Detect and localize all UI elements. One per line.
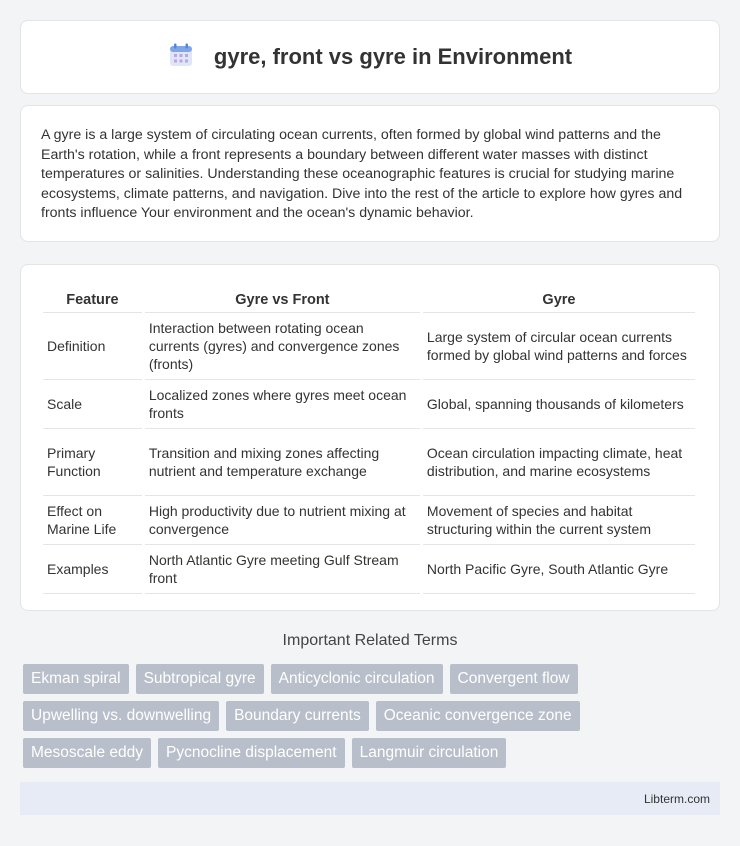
table-row	[43, 545, 695, 594]
table-cell-feature: Examples	[43, 545, 142, 594]
tag-oceanic-convergence-zone[interactable]: Oceanic convergence zone	[376, 701, 580, 731]
column-header-gyre: Gyre	[423, 283, 695, 313]
page-title: gyre, front vs gyre in Environment	[213, 44, 573, 69]
column-header-feature: Feature	[43, 283, 142, 313]
tag-upwelling-vs-downwelling[interactable]: Upwelling vs. downwelling	[23, 701, 219, 731]
tag-subtropical-gyre[interactable]: Subtropical gyre	[136, 664, 264, 694]
table-cell: Transition and mixing zones affecting nutrient and temperature exchange	[145, 429, 420, 496]
header-card	[20, 20, 720, 94]
tag-pycnocline-displacement[interactable]: Pycnocline displacement	[158, 738, 345, 768]
table-cell: Global, spanning thousands of kilometers	[423, 380, 695, 429]
tag-langmuir-circulation[interactable]: Langmuir circulation	[352, 738, 507, 768]
header-inner	[168, 42, 572, 73]
table-cell-feature: Effect on Marine Life	[43, 496, 142, 545]
tag-row	[23, 664, 723, 694]
tag-row	[23, 738, 723, 768]
calendar-icon	[168, 42, 194, 73]
table-row	[43, 496, 695, 545]
comparison-table	[40, 283, 698, 594]
related-terms-list	[23, 664, 723, 775]
tag-boundary-currents[interactable]: Boundary currents	[226, 701, 369, 731]
table-cell: North Pacific Gyre, South Atlantic Gyre	[423, 545, 695, 594]
table-cell: Localized zones where gyres meet ocean fronts	[145, 380, 420, 429]
table-cell-feature: Scale	[43, 380, 142, 429]
table-cell: Movement of species and habitat structuring within the current system	[423, 496, 695, 545]
comparison-table-card	[20, 264, 720, 611]
tag-mesoscale-eddy[interactable]: Mesoscale eddy	[23, 738, 151, 768]
table-row	[43, 313, 695, 380]
table-cell-feature: Primary Function	[43, 429, 142, 496]
tag-convergent-flow[interactable]: Convergent flow	[450, 664, 578, 694]
tag-row	[23, 701, 723, 731]
table-cell: Interaction between rotating ocean currents (gyres) and convergence zones (fronts)	[145, 313, 420, 380]
table-header-row	[43, 283, 695, 313]
table-cell-feature: Definition	[43, 313, 142, 380]
table-cell: High productivity due to nutrient mixing at convergence	[145, 496, 420, 545]
tag-ekman-spiral[interactable]: Ekman spiral	[23, 664, 129, 694]
footer-site-link[interactable]: Libterm.com	[643, 791, 710, 806]
table-row	[43, 380, 695, 429]
table-cell: Large system of circular ocean currents formed by global wind patterns and forces	[423, 313, 695, 380]
column-header-gyre-vs-front: Gyre vs Front	[145, 283, 420, 313]
table-row	[43, 429, 695, 496]
intro-card	[20, 105, 720, 242]
related-terms-heading: Important Related Terms	[282, 632, 458, 649]
footer	[20, 782, 720, 815]
table-cell: North Atlantic Gyre meeting Gulf Stream front	[145, 545, 420, 594]
tag-anticyclonic-circulation[interactable]: Anticyclonic circulation	[271, 664, 443, 694]
table-cell: Ocean circulation impacting climate, heat distribution, and marine ecosystems	[423, 429, 695, 496]
intro-paragraph: A gyre is a large system of circulating ocean currents, often formed by global wind patterns and the Earth's rotation, while a front represents a boundary between different water masses with distinct temperatures or salinities. Understanding these oceanographic features is crucial for studying marine ecosystems, climate patterns, and navigation. Dive into the rest of the article to explore how gyres and fronts influence Your environment and the ocean's dynamic behavior.	[41, 127, 683, 222]
